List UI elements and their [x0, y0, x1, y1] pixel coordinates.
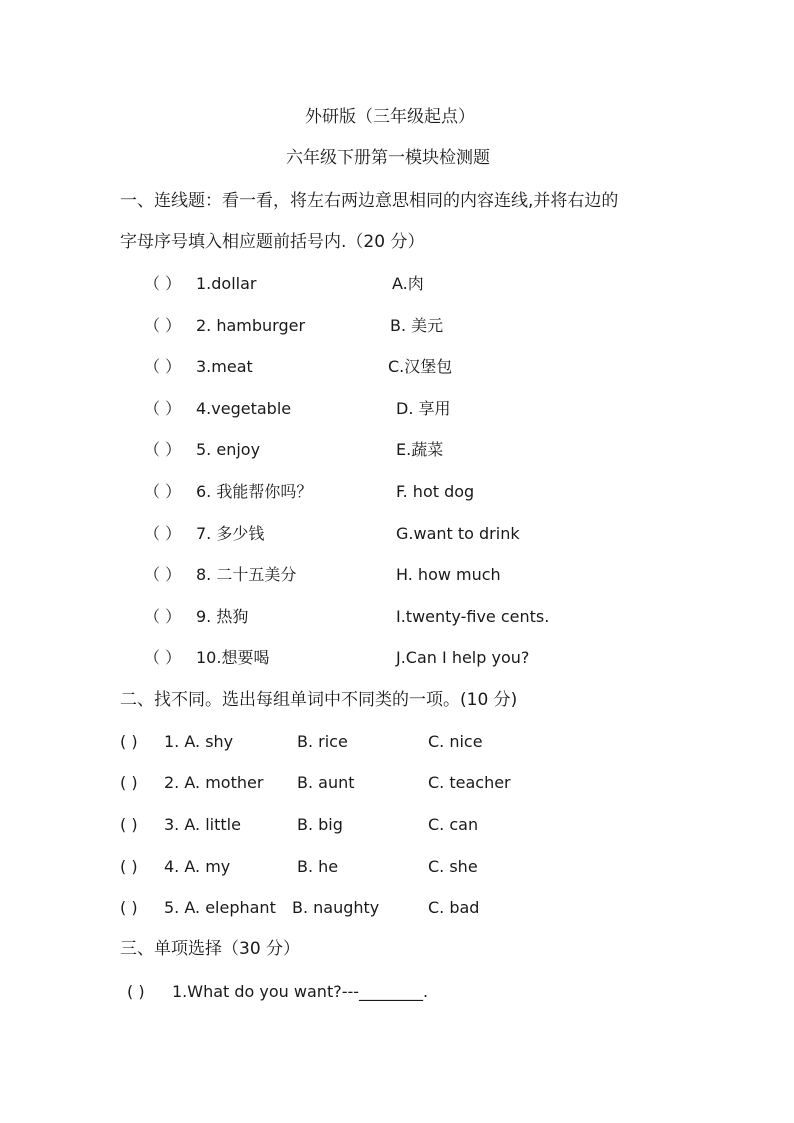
page-subtitle: 六年级下册第一模块检测题	[286, 148, 490, 168]
option-a: 2. A. mother	[164, 773, 264, 792]
match-left-item: 10.想要喝	[196, 648, 270, 667]
answer-bracket[interactable]: （ ）	[144, 399, 182, 418]
answer-bracket[interactable]: （ ）	[144, 274, 182, 293]
match-left-item: 2. hamburger	[196, 316, 306, 335]
match-left-item: 1.dollar	[196, 274, 257, 293]
match-right-item: J.Can I help you?	[396, 648, 530, 667]
answer-bracket[interactable]: ( )	[120, 773, 138, 792]
answer-bracket[interactable]: （ ）	[144, 440, 182, 459]
option-a: 3. A. little	[164, 815, 241, 834]
answer-bracket[interactable]: ( )	[120, 732, 138, 751]
match-right-item: B. 美元	[390, 316, 444, 335]
question-text: 1.What do you want?---________.	[172, 982, 429, 1001]
match-right-item: G.want to drink	[396, 524, 520, 543]
answer-bracket[interactable]: ( )	[120, 815, 138, 834]
section1-heading-line2: 字母序号填入相应题前括号内.（20 分）	[120, 232, 425, 252]
option-a: 4. A. my	[164, 857, 231, 876]
answer-bracket[interactable]: ( )	[127, 982, 145, 1001]
answer-bracket[interactable]: （ ）	[144, 648, 182, 667]
match-right-item: C.汉堡包	[388, 357, 453, 376]
match-left-item: 3.meat	[196, 357, 253, 376]
match-left-item: 9. 热狗	[196, 607, 249, 626]
answer-bracket[interactable]: （ ）	[144, 316, 182, 335]
match-right-item: D. 享用	[396, 399, 451, 418]
answer-bracket[interactable]: （ ）	[144, 607, 182, 626]
option-c: C. bad	[428, 898, 480, 917]
match-left-item: 6. 我能帮你吗？	[196, 482, 313, 501]
option-c: C. teacher	[428, 773, 511, 792]
match-left-item: 5. enjoy	[196, 440, 261, 459]
option-b: B. naughty	[292, 898, 380, 917]
option-a: 5. A. elephant	[164, 898, 276, 917]
match-right-item: I.twenty-five cents.	[396, 607, 550, 626]
match-left-item: 8. 二十五美分	[196, 565, 297, 584]
match-right-item: F. hot dog	[396, 482, 475, 501]
option-c: C. nice	[428, 732, 483, 751]
answer-bracket[interactable]: （ ）	[144, 565, 182, 584]
answer-bracket[interactable]: （ ）	[144, 482, 182, 501]
match-right-item: A.肉	[392, 274, 424, 293]
match-left-item: 4.vegetable	[196, 399, 292, 418]
section1-heading-line1: 一、连线题：看一看，将左右两边意思相同的内容连线,并将右边的	[120, 191, 619, 211]
option-c: C. can	[428, 815, 479, 834]
option-b: B. he	[297, 857, 339, 876]
answer-bracket[interactable]: ( )	[120, 857, 138, 876]
option-b: B. big	[297, 815, 343, 834]
page-title: 外研版（三年级起点）	[305, 107, 475, 127]
match-right-item: E.蔬菜	[396, 440, 444, 459]
option-a: 1. A. shy	[164, 732, 234, 751]
option-b: B. aunt	[297, 773, 355, 792]
section3-heading: 三、单项选择（30 分）	[120, 939, 301, 959]
answer-bracket[interactable]: （ ）	[144, 524, 182, 543]
option-c: C. she	[428, 857, 478, 876]
answer-bracket[interactable]: （ ）	[144, 357, 182, 376]
match-left-item: 7. 多少钱	[196, 524, 265, 543]
section2-heading: 二、找不同。选出每组单词中不同类的一项。(10 分)	[120, 690, 518, 710]
match-right-item: H. how much	[396, 565, 501, 584]
answer-bracket[interactable]: ( )	[120, 898, 138, 917]
option-b: B. rice	[297, 732, 348, 751]
